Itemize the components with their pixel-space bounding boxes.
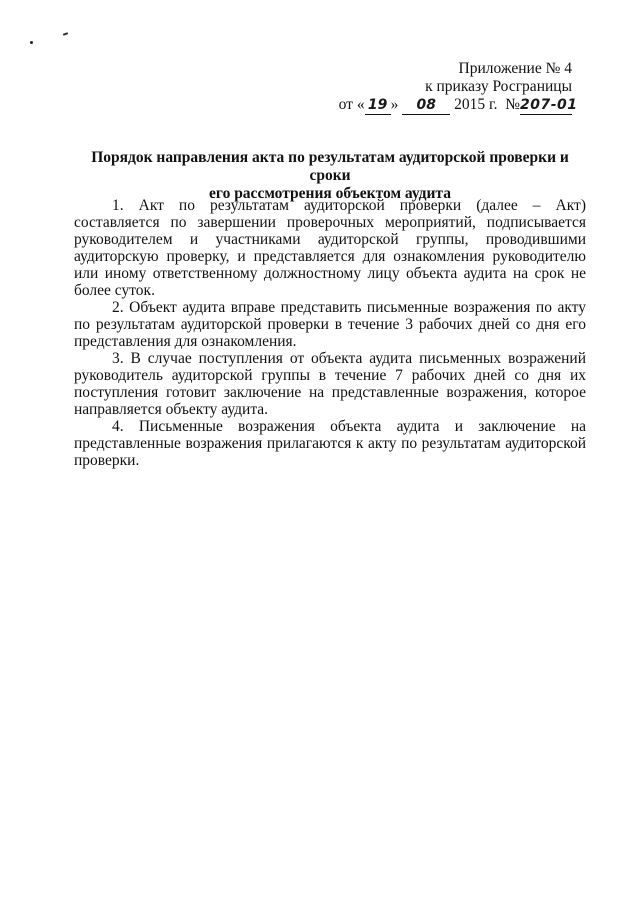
paragraph-1: 1. Акт по результатам аудиторской проверки (далее – Акт) составляется по завершении проверочных мероприятий, подписывается руководителем и участниками аудиторской группы, проводившими аудиторскую проверку, и представляется для ознакомления руководителю или иному ответственному должностному лицу объекта аудита на срок не более суток. — [74, 197, 586, 299]
document-body — [74, 197, 586, 469]
scan-speck — [30, 41, 33, 44]
date-quote-close: » — [390, 96, 399, 113]
date-number-line — [338, 96, 578, 115]
title-line: его рассмотрения объектом аудита — [209, 185, 451, 202]
appendix-block — [338, 60, 578, 115]
year: 2015 г. — [454, 96, 498, 113]
paragraph-4: 4. Письменные возражения объекта аудита и заключение на представленные возражения прилагаются к акту по результатам аудиторской проверки. — [74, 418, 586, 469]
document-title — [70, 149, 590, 203]
date-prefix: от « — [338, 96, 365, 113]
order-reference: к приказу Росграницы — [425, 78, 572, 95]
appendix-label: Приложение № 4 — [458, 60, 572, 77]
paragraph-3: 3. В случае поступления от объекта аудита письменных возражений руководитель аудиторской группы в течение 7 рабочих дней со дня их поступления готовит заключение на представленные возражения, которое направляется объекту аудита. — [74, 350, 586, 418]
handwritten-order-number: 207-01 — [520, 97, 578, 113]
paragraph-2: 2. Объект аудита вправе представить письменные возражения по акту по результатам аудиторской проверки в течение 3 рабочих дней со дня его представления для ознакомления. — [74, 299, 586, 350]
title-line: Порядок направления акта по результатам аудиторской проверки и сроки — [91, 149, 569, 184]
handwritten-month: 08 — [402, 96, 450, 115]
scan-speck — [63, 32, 68, 36]
handwritten-day: 19 — [365, 96, 391, 115]
number-prefix: № — [505, 96, 520, 113]
